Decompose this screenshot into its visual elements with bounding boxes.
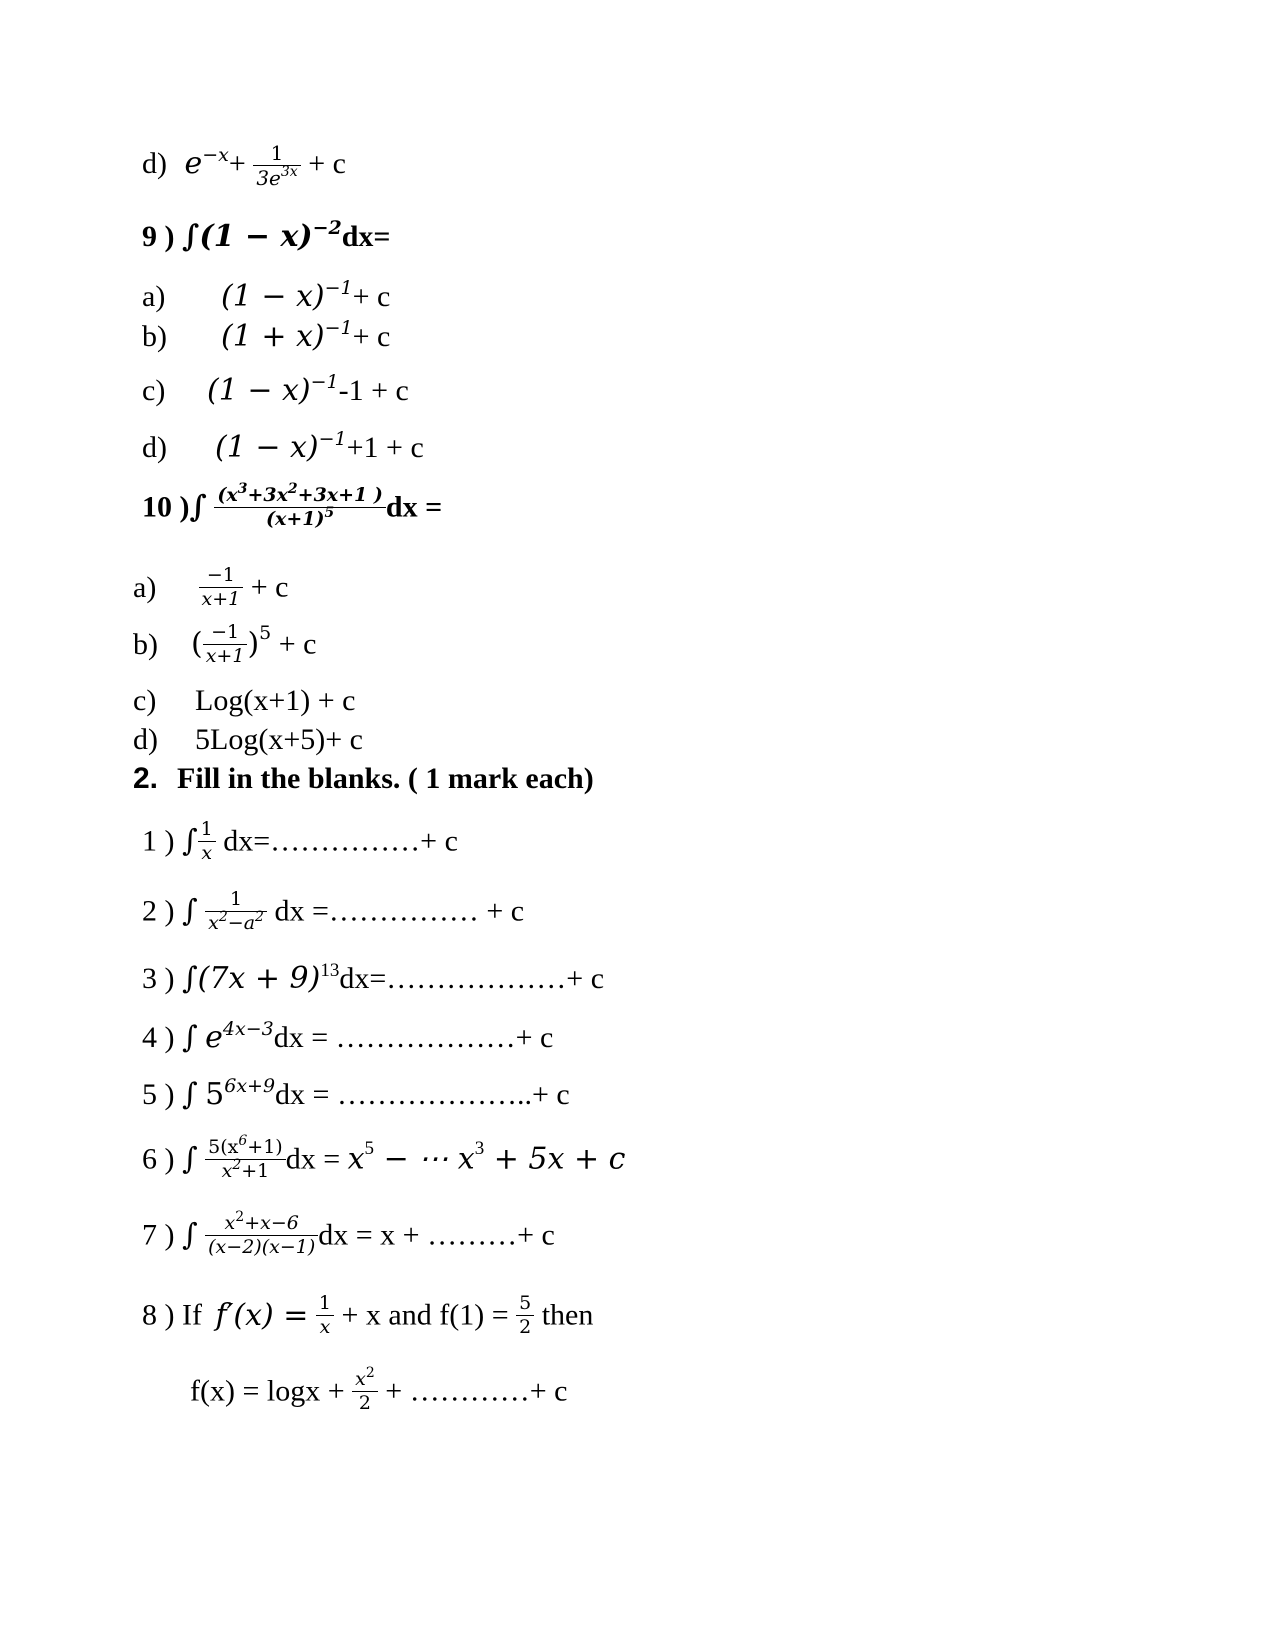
fraction-denominator — [253, 166, 300, 189]
fraction-denominator: x — [201, 842, 213, 864]
numerator-exponent: 6 — [238, 1132, 248, 1149]
item-number: 7 ) — [142, 1218, 175, 1252]
option-label: c) — [142, 374, 166, 407]
option-expr: (1 − x) — [221, 279, 325, 314]
numerator-part: +x−6 — [244, 1212, 299, 1234]
integral-icon: ∫ — [182, 1141, 198, 1177]
fraction-denominator: x+1 — [201, 588, 241, 610]
item-number: 2 ) — [142, 894, 175, 928]
exp-base: e — [184, 145, 203, 181]
numerator-exponent: 3 — [237, 480, 248, 497]
option-label: d) — [133, 723, 158, 756]
option-exponent: −1 — [324, 277, 353, 299]
exponent: 4x−3 — [222, 1018, 274, 1040]
fraction-numerator — [205, 1208, 318, 1236]
fraction — [253, 143, 300, 189]
blank-line: dx =…………… + c — [274, 894, 525, 928]
q9-option — [142, 277, 391, 314]
fill-item-1 — [142, 820, 458, 863]
fraction — [203, 623, 248, 666]
integrand: (7x + 9) — [197, 961, 321, 996]
answer-prefix: f(x) = logx + — [190, 1374, 345, 1408]
open-paren: ( — [191, 626, 203, 662]
option-exponent: −1 — [324, 317, 353, 339]
exp-base: e — [205, 1020, 223, 1055]
option-label: b) — [133, 627, 158, 661]
fraction-numerator: 1 — [316, 1294, 334, 1316]
fraction — [352, 1364, 378, 1414]
plus-sign: + — [228, 146, 246, 180]
q9-option — [142, 317, 391, 354]
fill-item-4 — [142, 1018, 554, 1055]
fraction-denominator: (x−2)(x−1) — [208, 1236, 316, 1258]
fill-item-8 — [142, 1294, 593, 1337]
fraction-numerator: −1 — [203, 623, 248, 645]
denominator-exponent: 2 — [218, 908, 228, 925]
blank-line: dx=……………+ c — [223, 824, 458, 858]
question-number: 10 ) — [142, 490, 190, 524]
option-exponent: −1 — [318, 428, 347, 450]
fraction — [198, 820, 216, 863]
fraction-denominator — [214, 504, 386, 530]
integral-icon: ∫ — [182, 1217, 198, 1253]
fraction-numerator: −1 — [199, 566, 244, 588]
q9-question — [142, 217, 391, 254]
fill-item-2 — [142, 890, 524, 933]
exp-base: 5 — [205, 1077, 225, 1112]
fraction-numerator: 1 — [198, 820, 216, 842]
q10-option-b — [133, 623, 317, 666]
item-number: 6 ) — [142, 1142, 175, 1176]
rhs-exponent: 5 — [364, 1138, 375, 1160]
option-label: d) — [142, 146, 167, 180]
exponent: −2 — [312, 217, 342, 239]
integral-icon: ∫ — [189, 489, 207, 525]
denominator-part: +1 — [241, 1160, 270, 1182]
option-tail: + c — [352, 280, 391, 313]
fill-item-7 — [142, 1208, 555, 1258]
integral-icon: ∫ — [182, 1020, 198, 1055]
fraction-numerator: 1 — [253, 143, 300, 166]
denominator-exponent: 3x — [280, 164, 298, 181]
rhs-exponent: 3 — [474, 1138, 485, 1160]
option-tail: + c — [352, 320, 391, 353]
option-label: c) — [133, 684, 157, 717]
fraction-denominator — [205, 1156, 286, 1182]
fraction-denominator: x — [319, 1316, 331, 1338]
integrand: (1 − x) — [199, 219, 313, 254]
item-number: 4 ) — [142, 1021, 175, 1054]
option-text: 5Log(x+5)+ c — [195, 723, 363, 756]
fill-item-6 — [142, 1132, 626, 1182]
fraction — [205, 890, 267, 933]
denominator-part: (x+1) — [266, 508, 325, 530]
denominator-exponent: 5 — [324, 504, 335, 521]
fraction — [205, 1208, 318, 1258]
option-label: a) — [133, 570, 157, 604]
fill-item-3 — [142, 960, 605, 996]
condition-text: + x and f(1) = — [341, 1298, 509, 1332]
option-label: a) — [142, 280, 166, 313]
rhs-part: − ⋯ x — [374, 1141, 475, 1177]
q9-option — [142, 371, 409, 408]
then-word: then — [541, 1298, 594, 1332]
rhs-part: x — [347, 1141, 365, 1177]
item-number: 8 ) — [142, 1298, 175, 1332]
option-label: d) — [142, 431, 167, 464]
section-number: 2. — [133, 762, 159, 795]
q8-option-d — [142, 143, 346, 189]
option-tail: + c — [278, 627, 317, 661]
denominator-part: −a — [227, 912, 256, 934]
numerator-part: x — [224, 1212, 236, 1234]
fraction-numerator — [205, 1132, 286, 1160]
constant: + c — [308, 146, 346, 180]
option-expr: (1 + x) — [221, 319, 325, 354]
denominator-base: 3e — [256, 166, 281, 190]
option-tail: + c — [250, 570, 289, 604]
fill-item-5 — [142, 1075, 570, 1112]
fraction-numerator: 5 — [516, 1294, 534, 1316]
option-tail: -1 + c — [338, 374, 409, 407]
derivative: f′(x) = — [215, 1297, 309, 1333]
denominator-part: x — [208, 912, 219, 934]
differential: dx = — [285, 1142, 341, 1176]
option-exponent: 5 — [259, 622, 272, 645]
exponent: −x — [202, 143, 229, 166]
fraction — [214, 480, 386, 530]
fraction — [316, 1294, 334, 1337]
question-number: 9 ) — [142, 220, 175, 253]
numerator-part: (x — [217, 484, 238, 506]
integral-icon: ∫ — [182, 219, 200, 254]
numerator-exponent: 2 — [287, 480, 298, 497]
if-word: If — [182, 1298, 202, 1332]
fill-item-8-answer — [190, 1364, 568, 1414]
fraction-numerator: 1 — [205, 890, 267, 912]
numerator-part: +3x+1 ) — [297, 484, 383, 506]
numerator-part: 5(x — [208, 1136, 239, 1158]
blank-line: dx = ………………..+ c — [275, 1078, 570, 1111]
fraction — [205, 1132, 286, 1182]
q10-option-a — [133, 566, 288, 609]
numerator-exponent: 2 — [235, 1208, 245, 1225]
integral-icon: ∫ — [182, 823, 198, 859]
item-number: 3 ) — [142, 962, 175, 995]
fraction-denominator: x+1 — [205, 645, 245, 667]
option-text: Log(x+1) + c — [195, 684, 356, 717]
numerator-part: +1) — [247, 1136, 283, 1158]
numerator-exponent: 2 — [365, 1364, 375, 1381]
blank-line: dx = ………………+ c — [273, 1021, 554, 1054]
integral-icon: ∫ — [182, 893, 198, 929]
numerator-part: +3x — [247, 484, 288, 506]
option-exponent: −1 — [310, 371, 339, 393]
q10-option-d — [133, 725, 363, 755]
blank-line: dx=………………+ c — [339, 962, 605, 995]
integral-icon: ∫ — [182, 961, 198, 996]
denominator-exponent: 2 — [255, 908, 264, 925]
q10-option-c — [133, 686, 355, 716]
differential: dx= — [341, 220, 391, 253]
close-paren: ) — [247, 626, 260, 662]
fraction-denominator: 2 — [519, 1316, 532, 1338]
blank-line: dx = x + ………+ c — [318, 1218, 555, 1252]
option-expr: (1 − x) — [215, 430, 319, 465]
exponent: 13 — [320, 960, 340, 981]
section-heading — [133, 764, 594, 794]
denominator-exponent: 2 — [232, 1156, 242, 1173]
option-label: b) — [142, 320, 167, 353]
differential: dx = — [385, 490, 443, 524]
integral-icon: ∫ — [182, 1077, 198, 1112]
q10-question — [142, 480, 443, 530]
exponent: 6x+9 — [224, 1075, 276, 1097]
rhs-part: + 5x + c — [484, 1141, 626, 1177]
q9-option — [142, 428, 424, 465]
fraction — [199, 566, 244, 609]
denominator-part: x — [221, 1160, 233, 1182]
fraction-denominator: 2 — [358, 1392, 372, 1414]
option-expr: (1 − x) — [207, 373, 311, 408]
fraction-numerator — [352, 1364, 378, 1392]
option-tail: +1 + c — [346, 431, 424, 464]
fraction-denominator — [205, 908, 267, 934]
blank-line: + …………+ c — [385, 1374, 568, 1408]
item-number: 1 ) — [142, 824, 175, 858]
fraction-numerator — [214, 480, 386, 508]
fraction — [516, 1294, 534, 1337]
numerator-part: x — [355, 1368, 366, 1390]
section-title: Fill in the blanks. ( 1 mark each) — [177, 762, 594, 795]
item-number: 5 ) — [142, 1078, 175, 1111]
